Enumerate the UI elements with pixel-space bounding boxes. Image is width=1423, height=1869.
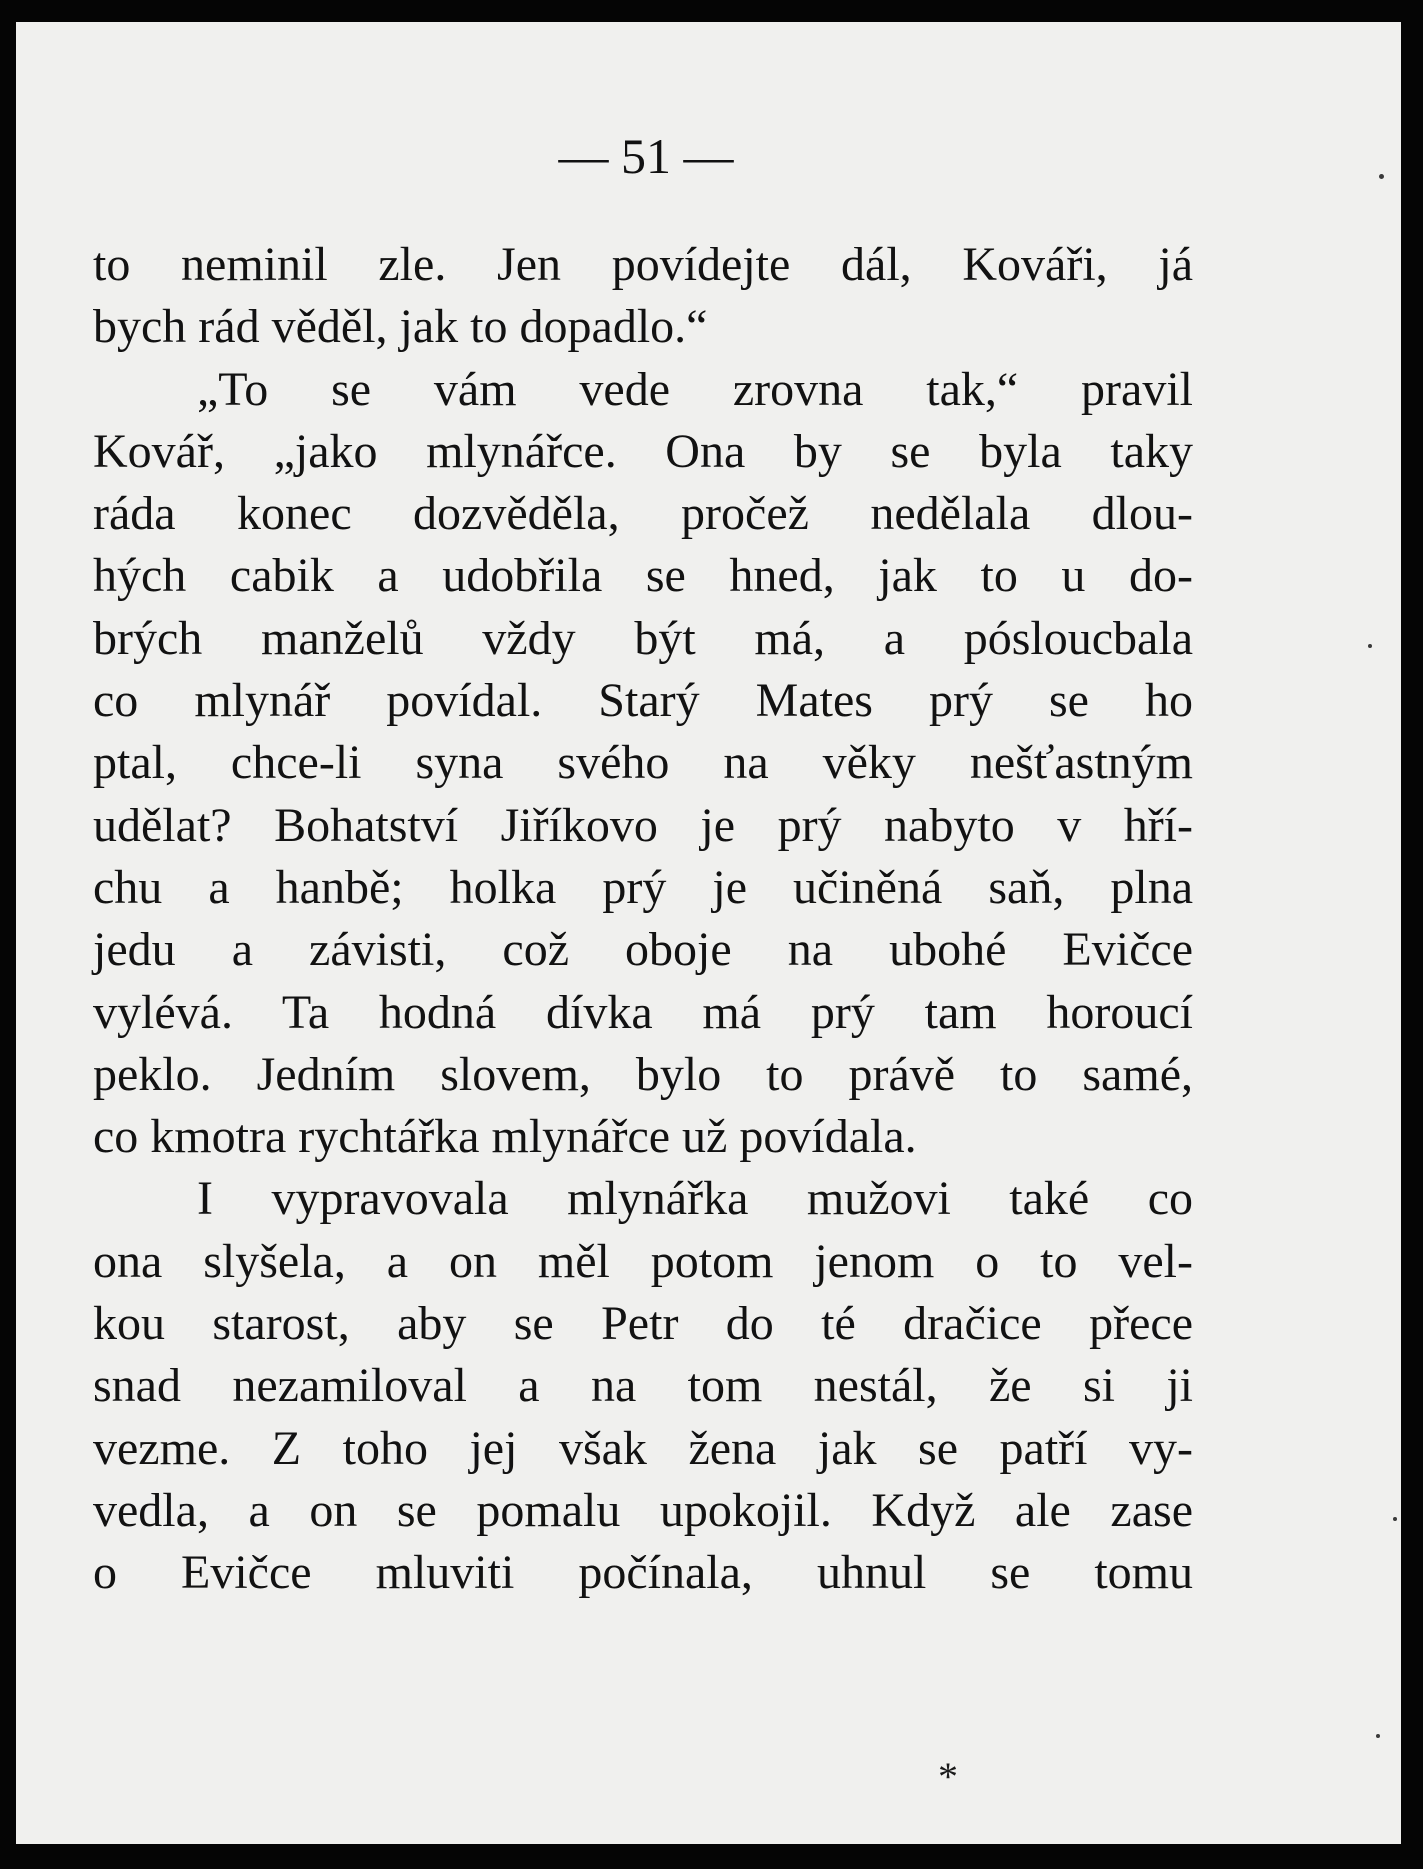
text-line: hých cabik a udobřila se hned, jak to u do- bbox=[93, 549, 1193, 603]
text-line: ráda konec dozvěděla, pročež nedělala dlou- bbox=[93, 487, 1193, 541]
text-line: „To se vám vede zrovna tak,“ pravil bbox=[197, 362, 1193, 416]
signature-mark: * bbox=[938, 1754, 958, 1799]
text-line: to neminil zle. Jen povídejte dál, Kováři, já bbox=[93, 238, 1193, 291]
paper-speck bbox=[1376, 1734, 1380, 1738]
text-line: ptal, chce-li syna svého na věky nešťastným bbox=[93, 736, 1193, 790]
text-line: I vypravovala mlynářka mužovi také co bbox=[197, 1172, 1193, 1226]
text-line: jedu a závisti, což oboje na ubohé Evičce bbox=[93, 923, 1193, 977]
text-line: udělat? Bohatství Jiříkovo je prý nabyto v hří- bbox=[93, 798, 1193, 852]
text-line: co kmotra rychtářka mlynářce už povídala. bbox=[93, 1110, 917, 1164]
text-line: peklo. Jedním slovem, bylo to právě to samé, bbox=[93, 1047, 1193, 1101]
text-line: bych rád věděl, jak to dopadlo.“ bbox=[93, 300, 708, 354]
text-line: vedla, a on se pomalu upokojil. Když ale zase bbox=[93, 1483, 1193, 1537]
text-line: Kovář, „jako mlynářce. Ona by se byla taky bbox=[93, 424, 1193, 478]
text-line: snad nezamiloval a na tom nestál, že si ji bbox=[93, 1359, 1193, 1413]
page-number: — 51 — bbox=[558, 128, 734, 184]
text-line: kou starost, aby se Petr do té dračice přece bbox=[93, 1297, 1193, 1351]
text-line: chu a hanbě; holka prý je učiněná saň, plna bbox=[93, 860, 1193, 914]
paper-speck bbox=[1393, 1517, 1397, 1521]
text-line: o Evičce mluviti počínala, uhnul se tomu bbox=[93, 1546, 1193, 1600]
text-line: vezme. Z toho jej však žena jak se patří vy- bbox=[93, 1421, 1193, 1475]
paper-speck bbox=[1368, 644, 1372, 648]
book-page bbox=[16, 22, 1401, 1844]
text-line: brých manželů vždy být má, a pósloucbala bbox=[93, 611, 1193, 665]
body-text bbox=[93, 234, 1193, 1605]
paper-speck bbox=[1379, 174, 1384, 179]
text-line: vylévá. Ta hodná dívka má prý tam horoucí bbox=[93, 985, 1193, 1039]
text-line: co mlynář povídal. Starý Mates prý se ho bbox=[93, 674, 1193, 728]
text-line: ona slyšela, a on měl potom jenom o to vel- bbox=[93, 1234, 1193, 1288]
